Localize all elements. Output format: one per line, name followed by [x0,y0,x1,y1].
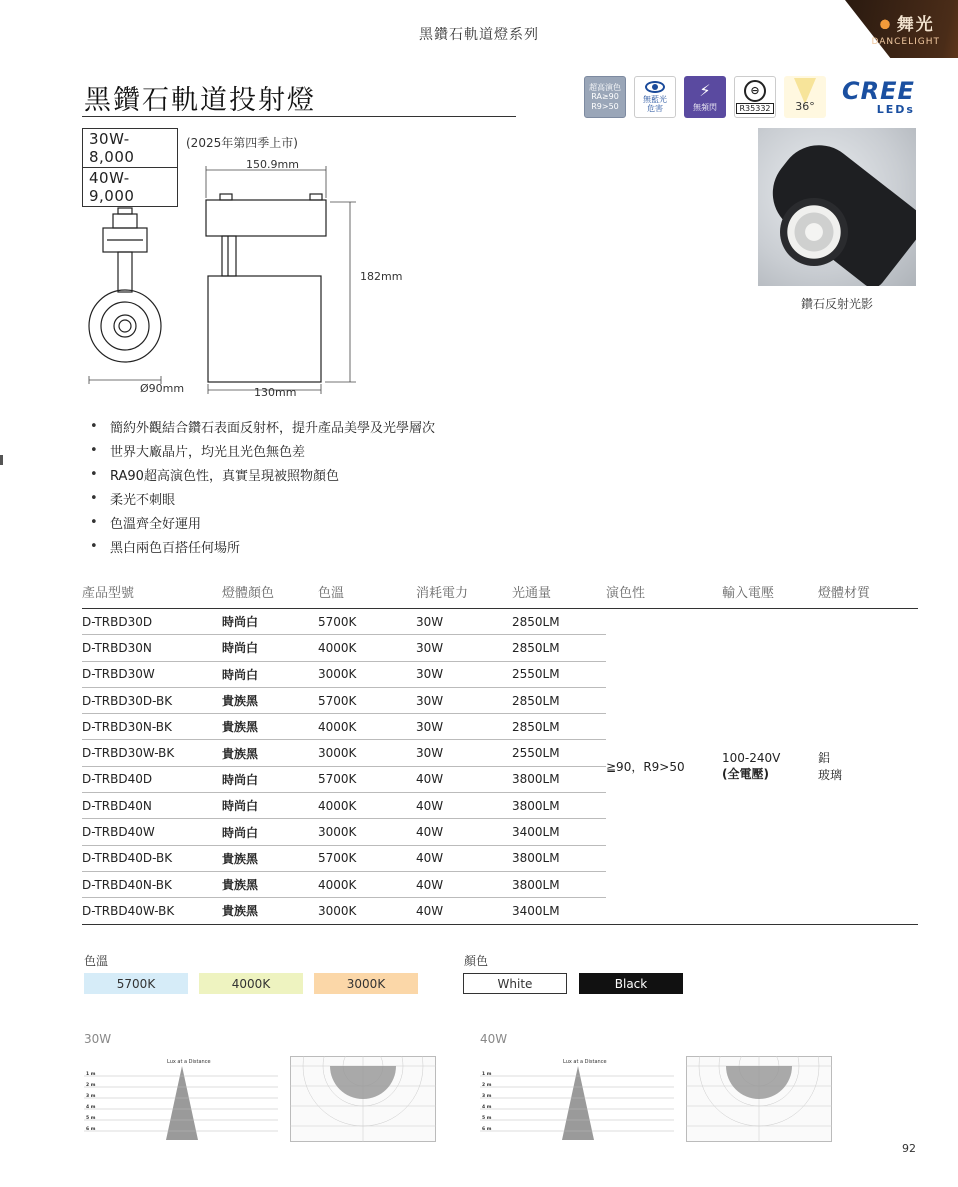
header-cri: 演色性 [606,582,722,609]
cell-power: 30W [416,714,512,740]
distance-label: 4 m [482,1105,492,1110]
lux-chart-title: Lux at a Distance [167,1059,211,1065]
cell-lumen: 2550LM [512,740,606,766]
cell-model: D-TRBD30W [82,661,222,687]
flicker-icon: ⚡ [699,81,711,101]
feature-item: • RA90超高演色性，真實呈現被照物顏色 [90,466,339,484]
dim-height: 182mm [360,270,403,283]
photometric-30w-label: 30W [84,1032,112,1046]
header-body-color: 燈體顏色 [222,582,318,609]
cell-power: 30W [416,661,512,687]
dim-diameter: Ø90mm [140,382,185,395]
distance-label: 1 m [86,1072,96,1077]
cell-power: 30W [416,609,512,635]
material-line-1: 鋁 [818,751,831,766]
cell-power: 40W [416,766,512,792]
cell-power: 30W [416,635,512,661]
brand-name-cn: 舞光 [896,15,935,35]
photometric-40w-label: 40W [480,1032,508,1046]
cell-model: D-TRBD30D [82,609,222,635]
margin-mark [0,455,3,465]
dim-width: 150.9mm [246,158,299,171]
cell-model: D-TRBD40D [82,766,222,792]
cell-body-color: 貴族黑 [222,714,318,740]
feature-item: • 色溫齊全好運用 [90,514,202,532]
high-cri-badge: 超高演色 RA≥90 R9>50 [584,76,626,118]
eye-icon [645,81,665,93]
color-temp-legend-label: 色溫 [84,954,109,968]
cell-lumen: 3800LM [512,845,606,871]
product-photo [758,128,916,286]
product-title: 黑鑽石軌道投射燈 [84,85,316,116]
lux-chart-title: Lux at a Distance [563,1059,607,1065]
swatch-5700k: 5700K [84,973,188,994]
cell-body-color: 時尚白 [222,766,318,792]
polar-chart-40w [686,1056,832,1146]
cell-model: D-TRBD30N-BK [82,714,222,740]
swatch-4000k: 4000K [199,973,303,994]
cell-color-temp: 4000K [318,635,416,661]
dim-body-length: 130mm [254,386,297,399]
cell-lumen: 3800LM [512,793,606,819]
cns-mark-icon: ⊖ [744,80,766,102]
brand-corner [823,0,958,58]
cell-color-temp: 3000K [318,740,416,766]
distance-label: 6 m [86,1127,96,1132]
cell-body-color: 貴族黑 [222,687,318,713]
distance-label: 3 m [482,1094,492,1099]
polar-chart-svg [686,1056,832,1142]
distance-label: 5 m [86,1116,96,1121]
cell-lumen: 2850LM [512,687,606,713]
cell-color-temp: 4000K [318,793,416,819]
feature-list [90,414,435,558]
cell-model: D-TRBD30N [82,635,222,661]
distance-label: 3 m [86,1094,96,1099]
distance-label: 5 m [482,1116,492,1121]
cell-voltage [722,609,818,925]
launch-note: (2025年第四季上市) [186,136,298,150]
header-material: 燈體材質 [818,582,918,609]
cell-power: 40W [416,871,512,897]
header-color-temp: 色溫 [318,582,416,609]
cell-color-temp: 3000K [318,819,416,845]
cell-body-color: 時尚白 [222,609,318,635]
cell-color-temp: 5700K [318,766,416,792]
distance-label: 2 m [86,1083,96,1088]
cell-body-color: 貴族黑 [222,740,318,766]
cell-lumen: 2850LM [512,609,606,635]
header-power: 消耗電力 [416,582,512,609]
cell-power: 40W [416,898,512,924]
swatch-black: Black [579,973,683,994]
header-lumen: 光通量 [512,582,606,609]
table-row [82,609,918,635]
spec-table [82,582,918,925]
distance-label: 6 m [482,1127,492,1132]
cell-model: D-TRBD30D-BK [82,687,222,713]
lux-distance-chart-40w [478,1056,678,1146]
cell-body-color: 時尚白 [222,793,318,819]
cell-color-temp: 3000K [318,898,416,924]
cell-lumen: 3800LM [512,766,606,792]
cns-badge: ⊖ R35332 [734,76,776,118]
swatch-3000k: 3000K [314,973,418,994]
feature-item: • 黑白兩色百搭任何場所 [90,538,241,556]
cell-model: D-TRBD40N [82,793,222,819]
distance-label: 1 m [482,1072,492,1077]
distance-label: 4 m [86,1105,96,1110]
title-rule [82,116,516,117]
cell-color-temp: 4000K [318,714,416,740]
brand-logo [871,10,940,47]
cell-model: D-TRBD30W-BK [82,740,222,766]
body-color-legend-label: 顏色 [464,954,489,968]
cell-body-color: 貴族黑 [222,898,318,924]
technical-drawing [60,150,420,400]
cell-lumen: 3800LM [512,871,606,897]
cell-body-color: 貴族黑 [222,845,318,871]
swatch-white: White [463,973,567,994]
cell-color-temp: 3000K [318,661,416,687]
feature-item: • 簡約外觀結合鑽石表面反射杯，提升產品美學及光學層次 [90,418,436,436]
cell-power: 40W [416,845,512,871]
spec-table-header [82,582,918,609]
cell-model: D-TRBD40D-BK [82,845,222,871]
voltage-line-2: (全電壓) [722,766,769,781]
lux-chart-svg [82,1056,282,1142]
distance-label: 2 m [482,1083,492,1088]
lux-chart-svg [478,1056,678,1142]
cell-lumen: 3400LM [512,898,606,924]
cell-lumen: 2550LM [512,661,606,687]
cell-model: D-TRBD40W [82,819,222,845]
series-title: 黑鑽石軌道燈系列 [419,27,539,43]
cell-cri: ≧90，R9>50 [606,609,722,925]
cell-model: D-TRBD40W-BK [82,898,222,924]
wattage-30w: 30W-8,000 [83,129,177,168]
photo-caption: 鑽石反射光影 [800,297,873,311]
no-blue-light-badge: 無藍光 危害 [634,76,676,118]
cell-color-temp: 5700K [318,609,416,635]
wattage-40w: 40W-9,000 [89,169,135,205]
polar-chart-30w [290,1056,436,1146]
cell-body-color: 時尚白 [222,661,318,687]
header-model: 產品型號 [82,582,222,609]
cell-material [818,609,918,925]
feature-item: • 柔光不刺眼 [90,490,176,508]
cell-body-color: 時尚白 [222,819,318,845]
cell-color-temp: 5700K [318,687,416,713]
flower-icon [877,16,893,30]
cell-color-temp: 4000K [318,871,416,897]
header-voltage: 輸入電壓 [722,582,818,609]
cell-color-temp: 5700K [318,845,416,871]
beam-angle-badge: 36° [784,76,826,118]
material-line-2: 玻璃 [818,768,843,783]
polar-chart-svg [290,1056,436,1142]
cell-lumen: 2850LM [512,635,606,661]
voltage-line-1: 100-240V [722,750,781,765]
certification-badges [584,76,915,118]
cell-lumen: 2850LM [512,714,606,740]
cell-body-color: 貴族黑 [222,871,318,897]
cell-lumen: 3400LM [512,819,606,845]
cell-power: 30W [416,687,512,713]
cell-power: 40W [416,819,512,845]
lux-distance-chart-30w [82,1056,282,1146]
cell-body-color: 時尚白 [222,635,318,661]
cree-logo: CREE LEDs [842,76,915,116]
brand-name-en: DANCELIGHT [871,37,940,47]
page-number: 92 [902,1142,916,1155]
feature-item: • 世界大廠晶片，均光且光色無色差 [90,442,306,460]
cell-model: D-TRBD40N-BK [82,871,222,897]
no-flicker-badge: ⚡ 無頻閃 [684,76,726,118]
cell-power: 40W [416,793,512,819]
cell-power: 30W [416,740,512,766]
